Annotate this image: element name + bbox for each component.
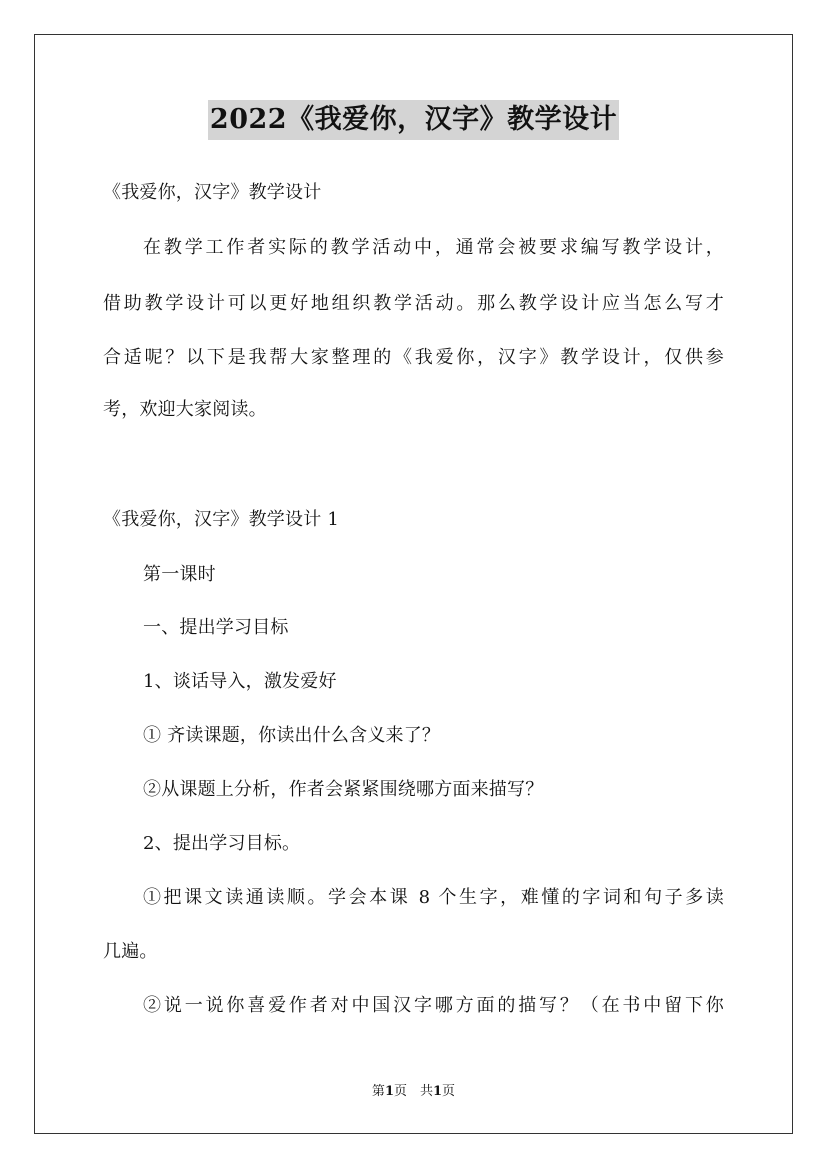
document-title-wrap <box>0 100 827 140</box>
paragraph-line: 合适呢？以下是我帮大家整理的《我爱你，汉字》教学设计，仅供参 <box>103 347 724 368</box>
footer-page-prefix: 第 <box>371 1084 385 1099</box>
outline-item: ① 齐读课题，你读出什么含义来了？ <box>143 725 441 746</box>
outline-item: 1、谈话导入，激发爱好 <box>143 671 337 692</box>
outline-item: 2、提出学习目标。 <box>143 833 301 854</box>
page-footer <box>0 1083 827 1101</box>
paragraph-line: 几遍。 <box>103 941 158 962</box>
footer-total-suffix: 页 <box>442 1084 456 1099</box>
footer-total-number: 1 <box>433 1084 443 1099</box>
paragraph-line: 在教学工作者实际的教学活动中，通常会被要求编写教学设计， <box>143 237 724 258</box>
lesson-heading: 第一课时 <box>143 564 216 585</box>
outline-item: 一、提出学习目标 <box>143 617 289 638</box>
paragraph-line: ②说一说你喜爱作者对中国汉字哪方面的描写？（在书中留下你 <box>143 995 724 1016</box>
footer-page-suffix: 页 共 <box>393 1084 433 1099</box>
paragraph-line: 考，欢迎大家阅读。 <box>103 399 267 420</box>
subtitle-line: 《我爱你，汉字》教学设计 <box>103 182 322 203</box>
section-heading: 《我爱你，汉字》教学设计 1 <box>103 509 339 530</box>
document-title: 2022《我爱你，汉字》教学设计 <box>208 100 619 140</box>
paragraph-line: 借助教学设计可以更好地组织教学活动。那么教学设计应当怎么写才 <box>103 293 724 314</box>
outline-item: ②从课题上分析，作者会紧紧围绕哪方面来描写？ <box>143 779 544 800</box>
paragraph-line: ①把课文读通读顺。学会本课 8 个生字，难懂的字词和句子多读 <box>143 887 724 908</box>
footer-page-number: 1 <box>384 1084 394 1099</box>
